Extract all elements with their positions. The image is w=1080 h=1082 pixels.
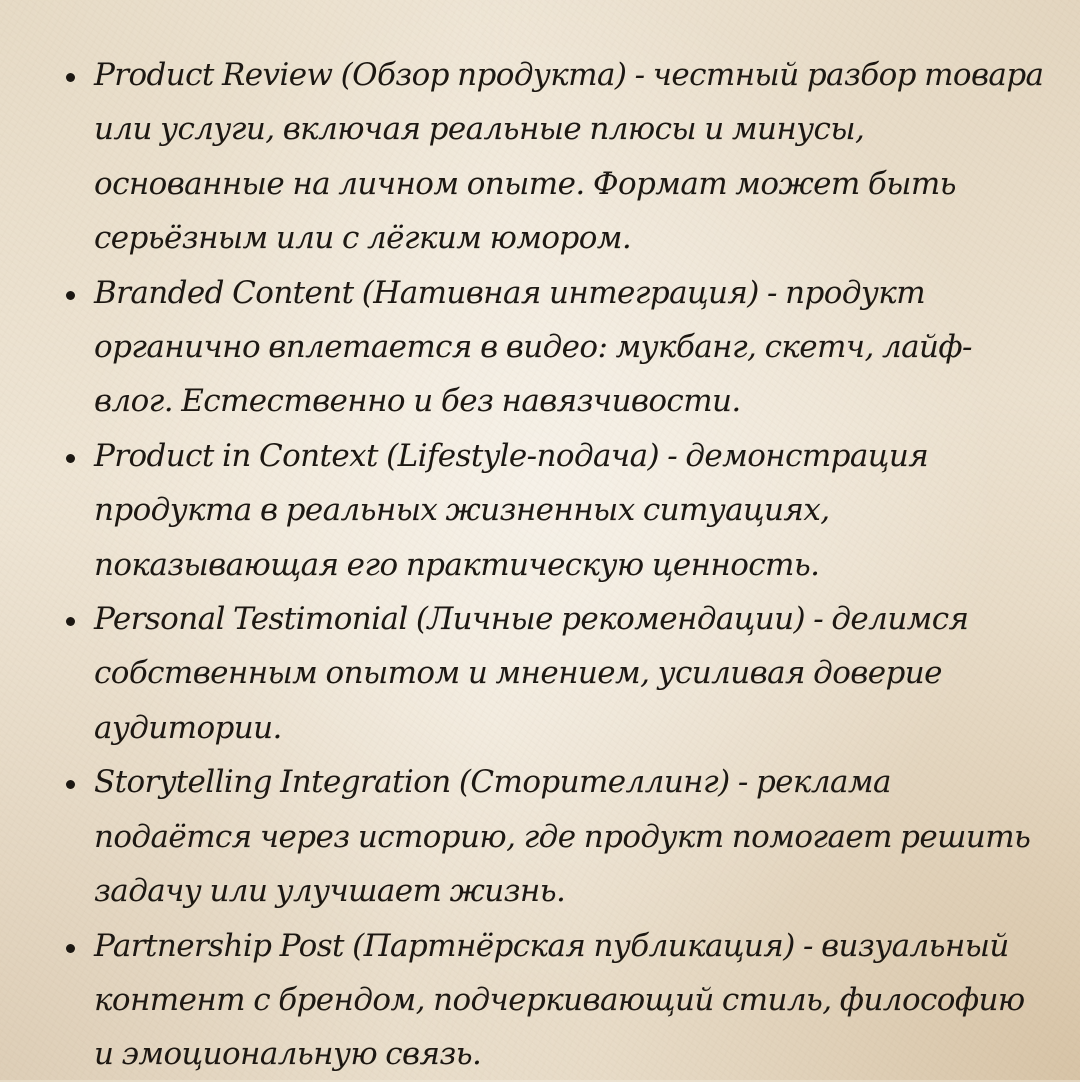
bullet-icon [66, 73, 75, 82]
list-item-storytelling-integration [62, 755, 1047, 918]
list-item-product-in-context [62, 429, 1047, 592]
list-item-text: Storytelling Integration (Сторителлинг) - реклама подаётся через историю, где продукт помогает решить задачу или улучшает жизнь. [94, 764, 1031, 910]
list-item-partnership-post [62, 919, 1047, 1082]
list-item-personal-testimonial [62, 592, 1047, 755]
bullet-icon [66, 780, 75, 789]
bullet-icon [66, 291, 75, 300]
list-item-branded-content [62, 266, 1047, 429]
list-item-product-review [62, 48, 1047, 266]
list-item-text: Product Review (Обзор продукта) - честный разбор товара или услуги, включая реальные плюсы и минусы, основанные на личном опыте. Формат может быть серьёзным или с лёгким юмором. [94, 57, 1044, 257]
list-item-text: Branded Content (Нативная интеграция) - продукт органично вплетается в видео: мукбанг, скетч, лайф-влог. Естественно и без навязчивости. [94, 274, 972, 420]
format-list [62, 48, 1047, 1082]
list-item-text: Personal Testimonial (Личные рекомендации) - делимся собственным опытом и мнением, усиливая доверие аудитории. [94, 601, 969, 746]
bullet-icon [66, 617, 75, 626]
list-item-text: Partnership Post (Партнёрская публикация) - визуальный контент с брендом, подчеркивающий стиль, философию и эмоциональную связь. [94, 927, 1025, 1073]
bullet-icon [66, 454, 75, 463]
content-area [62, 48, 1047, 1082]
list-item-text: Product in Context (Lifestyle-подача) - демонстрация продукта в реальных жизненных ситуациях, показывающая его практическую ценность. [94, 437, 929, 583]
bullet-icon [66, 944, 75, 953]
